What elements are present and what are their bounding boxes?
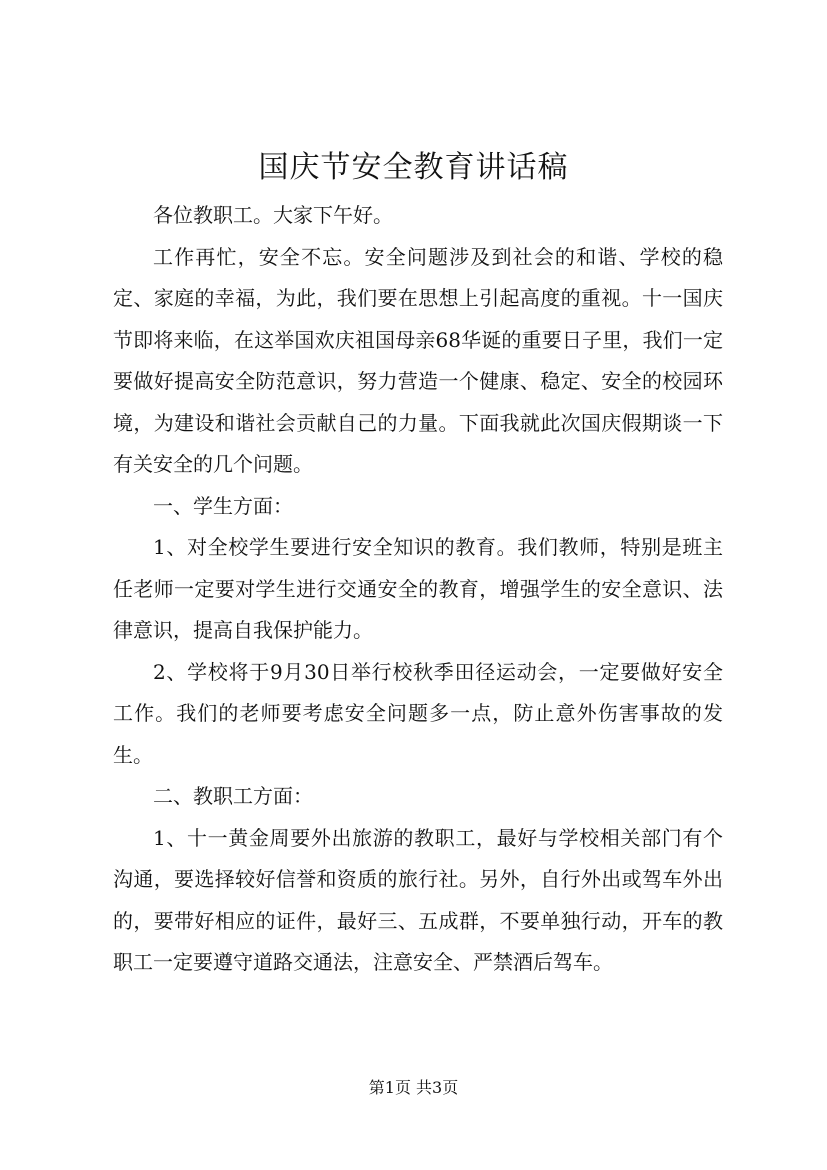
paragraph-greeting: 各位教职工。大家下午好。 bbox=[153, 203, 393, 227]
document-body bbox=[113, 195, 723, 984]
paragraph-staff-item-1: 1、十一黄金周要外出旅游的教职工，最好与学校相关部门有个沟通，要选择较好信誉和资质的旅行社。另外，自行外出或驾车外出的，要带好相应的证件，最好三、五成群，不要单独行动，开车的教职工一定要遵守道路交通法，注意安全、严禁酒后驾车。 bbox=[113, 825, 723, 974]
section-heading-staff: 二、教职工方面： bbox=[153, 784, 313, 808]
paragraph-introduction: 工作再忙，安全不忘。安全问题涉及到社会的和谐、学校的稳定、家庭的幸福，为此，我们要在思想上引起高度的重视。十一国庆节即将来临，在这举国欢庆祖国母亲68华诞的重要日子里，我们一定要做好提高安全防范意识，努力营造一个健康、稳定、安全的校园环境，为建设和谐社会贡献自己的力量。下面我就此次国庆假期谈一下有关安全的几个问题。 bbox=[113, 244, 723, 476]
section-heading-students: 一、学生方面： bbox=[153, 493, 293, 518]
paragraph-student-item-1: 1、对全校学生要进行安全知识的教育。我们教师，特别是班主任老师一定要对学生进行交通安全的教育，增强学生的安全意识、法律意识，提高自我保护能力。 bbox=[113, 535, 723, 642]
paragraph-student-item-2: 2、学校将于9月30日举行校秋季田径运动会，一定要做好安全工作。我们的老师要考虑安全问题多一点，防止意外伤害事故的发生。 bbox=[113, 659, 723, 767]
document-title: 国庆节安全教育讲话稿 bbox=[258, 150, 569, 185]
page-number-footer: 第1页 共3页 bbox=[368, 1078, 459, 1097]
